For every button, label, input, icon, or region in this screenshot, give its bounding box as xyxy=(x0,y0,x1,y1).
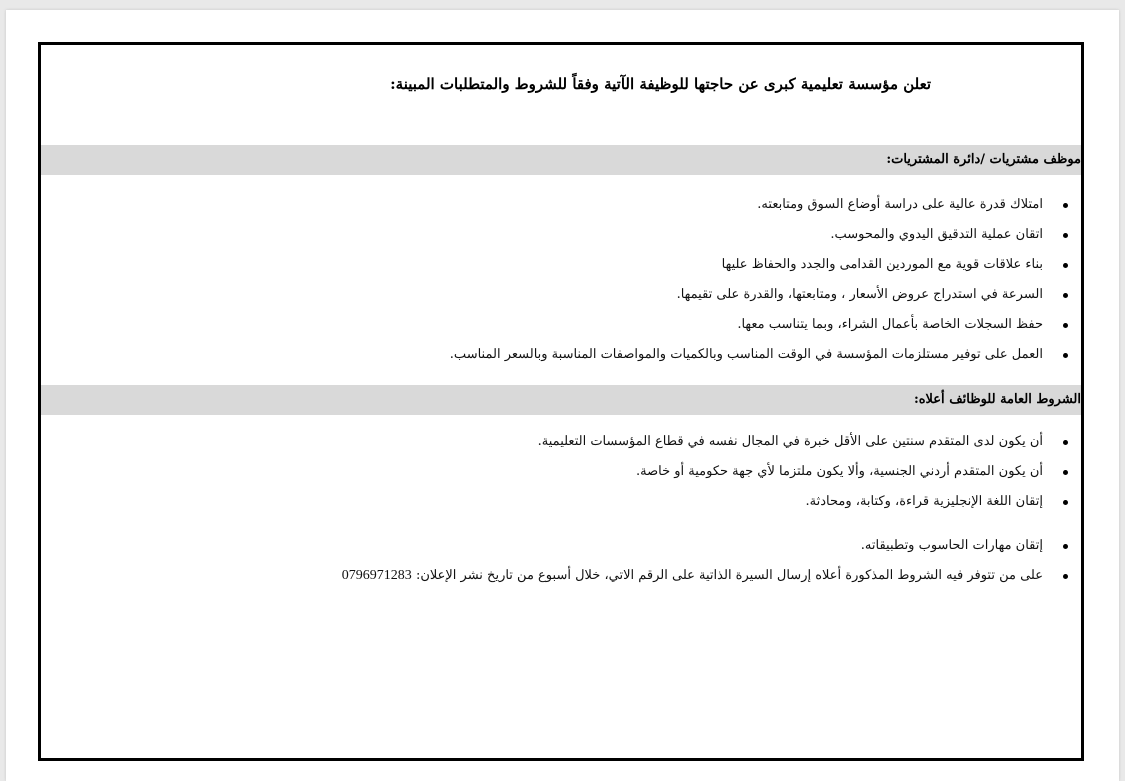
document-page xyxy=(6,10,1119,781)
announcement-headline: تعلن مؤسسة تعليمية كبرى عن حاجتها للوظيفة الآتية وفقاً للشروط والمتطلبات المبينة: xyxy=(390,75,931,93)
list-item: اتقان عملية التدقيق اليدوي والمحوسب. xyxy=(41,220,1081,250)
section-title-general-conditions: الشروط العامة للوظائف أعلاه: xyxy=(41,385,1081,415)
list-item: إتقان اللغة الإنجليزية قراءة، وكتابة، ومحادثة. xyxy=(41,487,1081,517)
phone-number: 0796971283 xyxy=(341,568,412,583)
contact-instruction-text: على من تتوفر فيه الشروط المذكورة أعلاه إرسال السيرة الذاتية على الرقم الاتي، خلال أسبوع من تاريخ نشر الإعلان: xyxy=(415,568,1043,583)
list-item: امتلاك قدرة عالية على دراسة أوضاع السوق ومتابعته. xyxy=(41,190,1081,220)
list-item: حفظ السجلات الخاصة بأعمال الشراء، وبما يتناسب معها. xyxy=(41,310,1081,340)
list-item-contact xyxy=(41,561,1081,591)
purchasing-requirements-list xyxy=(41,190,1081,370)
section-title-purchasing-officer: موظف مشتريات /دائرة المشتريات: xyxy=(41,145,1081,175)
list-item: أن يكون المتقدم أردني الجنسية، وألا يكون ملتزما لأي جهة حكومية أو خاصة. xyxy=(41,457,1081,487)
document-border-frame xyxy=(38,42,1084,761)
list-item: إتقان مهارات الحاسوب وتطبيقاته. xyxy=(41,531,1081,561)
general-conditions-list xyxy=(41,427,1081,591)
list-item: العمل على توفير مستلزمات المؤسسة في الوقت المناسب وبالكميات والمواصفات المناسبة وبالسعر المناسب. xyxy=(41,340,1081,370)
list-item: السرعة في استدراج عروض الأسعار ، ومتابعتها، والقدرة على تقيمها. xyxy=(41,280,1081,310)
list-item: بناء علاقات قوية مع الموردين القدامى والجدد والحفاظ عليها xyxy=(41,250,1081,280)
list-item: أن يكون لدى المتقدم سنتين على الأقل خبرة في المجال نفسه في قطاع المؤسسات التعليمية. xyxy=(41,427,1081,457)
